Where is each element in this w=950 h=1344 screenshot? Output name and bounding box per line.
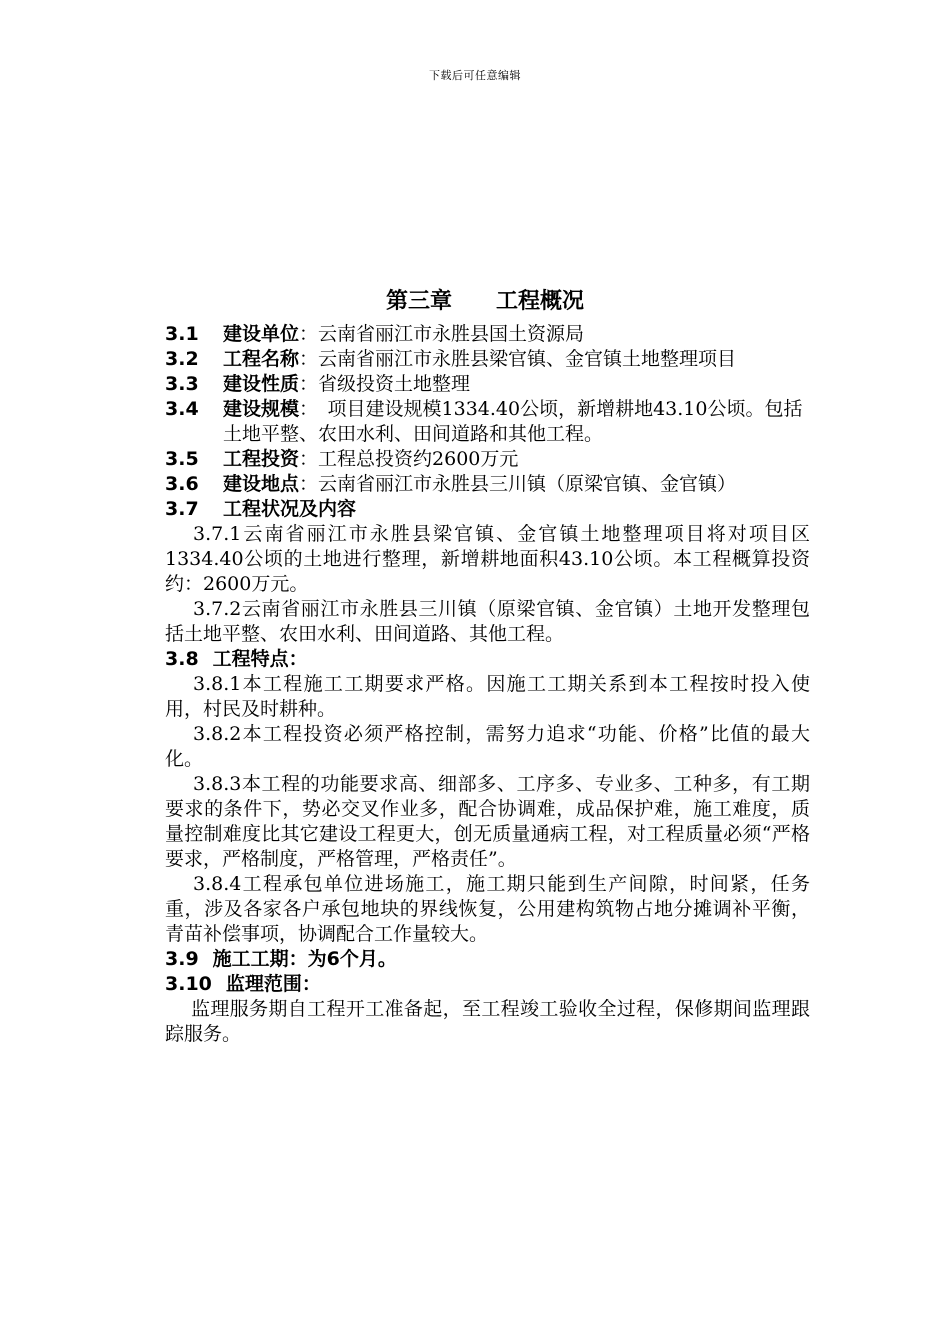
item-text: ：云南省丽江市永胜县梁官镇、金官镇土地整理项目 (299, 348, 737, 370)
paragraph-3-8-2: 3.8.2本工程投资必须严格控制，需努力追求“功能、价格”比值的最大化。 (165, 723, 810, 770)
item-number: 3.4 (165, 398, 199, 420)
section-number: 3.8 (165, 648, 199, 670)
item-construction-unit (165, 322, 810, 347)
item-number: 3.5 (165, 448, 199, 470)
section-number: 3.7 (165, 498, 199, 520)
item-text: ：省级投资土地整理 (299, 373, 471, 395)
item-text: ： 项目建设规模1334.40公顷，新增耕地43.10公顷。包括土地平整、农田水利、田间道路和其他工程。 (223, 398, 803, 445)
item-label: 工程名称 (223, 348, 300, 370)
section-heading-3-8 (165, 647, 810, 672)
paragraph-3-7-1: 3.7.1云南省丽江市永胜县梁官镇、金官镇土地整理项目将对项目区1334.40公顷的土地进行整理，新增耕地面积43.10公顷。本工程概算投资约：2600万元。 (165, 523, 810, 595)
section-heading-3-10 (165, 972, 810, 997)
item-label: 建设单位 (223, 323, 300, 345)
section-title: 工程特点： (212, 648, 308, 670)
item-label: 建设规模 (223, 398, 300, 420)
section-number: 3.10 (165, 973, 212, 995)
section-heading-3-7 (165, 497, 810, 522)
item-text: ：工程总投资约2600万元 (299, 448, 519, 470)
item-number: 3.3 (165, 373, 199, 395)
section-heading-3-9 (165, 947, 810, 972)
page-header-note: 下载后可任意编辑 (429, 69, 521, 82)
item-text: ：云南省丽江市永胜县国土资源局 (299, 323, 585, 345)
item-label: 建设性质 (223, 373, 300, 395)
item-number: 3.6 (165, 473, 199, 495)
paragraph-3-8-4: 3.8.4工程承包单位进场施工，施工期只能到生产间隙，时间紧，任务重，涉及各家各户承包地块的界线恢复，公用建构筑物占地分摊调补平衡，青苗补偿事项，协调配合工作量较大。 (165, 873, 810, 945)
paragraph-3-8-3: 3.8.3本工程的功能要求高、细部多、工序多、专业多、工种多，有工期要求的条件下，势必交叉作业多，配合协调难，成品保护难，施工难度，质量控制难度比其它建设工程更大，创无质量通病工程，对工程质量必须“严格要求，严格制度，严格管理，严格责任”。 (165, 773, 810, 870)
section-title: 工程状况及内容 (223, 498, 357, 520)
item-number: 3.2 (165, 348, 199, 370)
item-label: 工程投资 (223, 448, 300, 470)
document-body (165, 322, 810, 1047)
chapter-title: 第三章 工程概况 (385, 289, 584, 314)
section-title: 监理范围： (225, 973, 321, 995)
item-construction-nature (165, 372, 810, 397)
item-number: 3.1 (165, 323, 199, 345)
section-title: 施工工期：为6个月。 (212, 948, 397, 970)
item-project-name (165, 347, 810, 372)
item-location (165, 472, 810, 497)
paragraph-3-7-2: 3.7.2云南省丽江市永胜县三川镇（原梁官镇、金官镇）土地开发整理包括土地平整、农田水利、田间道路、其他工程。 (165, 598, 810, 645)
item-construction-scale (165, 397, 810, 447)
item-investment (165, 447, 810, 472)
paragraph-3-8-1: 3.8.1本工程施工工期要求严格。因施工工期关系到本工程按时投入使用，村民及时耕种。 (165, 673, 810, 720)
section-number: 3.9 (165, 948, 199, 970)
item-label: 建设地点 (223, 473, 300, 495)
item-text: ：云南省丽江市永胜县三川镇（原梁官镇、金官镇） (299, 473, 737, 495)
paragraph-3-10: 监理服务期自工程开工准备起，至工程竣工验收全过程，保修期间监理跟踪服务。 (165, 998, 810, 1045)
